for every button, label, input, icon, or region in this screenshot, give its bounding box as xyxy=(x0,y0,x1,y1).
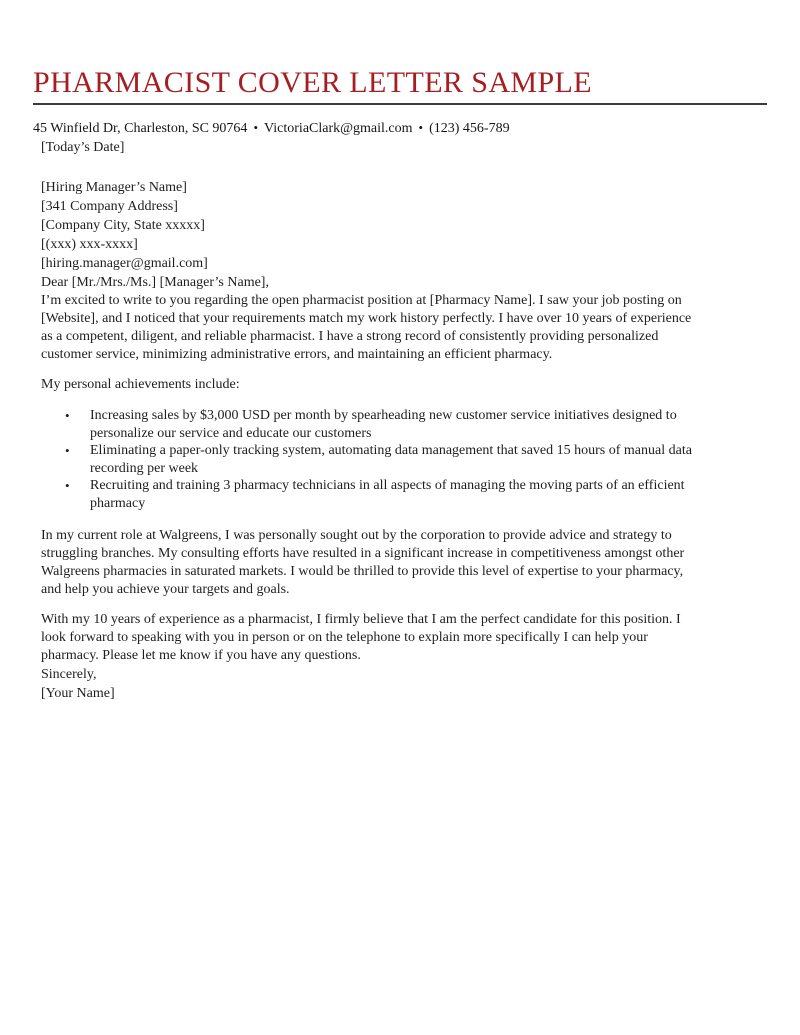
closing-paragraph: With my 10 years of experience as a pharmacist, I firmly believe that I am the perfect candidate for this position. I look forward to speaking with you in person or on the telephone to explain more specifically I can help your pharmacy. Please let me know if you have any questions. xyxy=(41,612,681,663)
achievements-lead: My personal achievements include: xyxy=(41,377,240,392)
signature-placeholder: [Your Name] xyxy=(41,686,115,701)
header-divider xyxy=(33,103,767,105)
salutation: Dear [Mr./Mrs./Ms.] [Manager’s Name], xyxy=(41,275,269,290)
contact-line xyxy=(33,118,767,138)
recipient-line: [Company City, State xxxxx] xyxy=(41,218,205,233)
current-role-paragraph: In my current role at Walgreens, I was personally sought out by the corporation to provide advice and strategy to struggling branches. My consulting efforts have resulted in a significant increase in competitiveness amongst other Walgreens pharmacies in saturated markets. I would be thrilled to provide this level of expertise to your pharmacy, and help you achieve your targets and goals. xyxy=(41,528,685,597)
contact-address: 45 Winfield Dr, Charleston, SC 90764 xyxy=(33,121,248,136)
intro-paragraph: I’m excited to write to you regarding the open pharmacist position at [Pharmacy Name]. I saw your job posting on [Website], and I noticed that your requirements match my work history perfectly. I have over 10 years of experience as a competent, diligent, and reliable pharmacist. I have a strong record of consistently providing personalized customer service, minimizing administrative errors, and maintaining an efficient pharmacy. xyxy=(41,293,692,362)
recipient-line: [hiring.manager@gmail.com] xyxy=(41,256,208,271)
contact-separator-icon: • xyxy=(418,120,424,135)
contact-separator-icon: • xyxy=(253,120,258,135)
achievement-item: • Recruiting and training 3 pharmacy technicians in all aspects of managing the moving parts of an efficient pharmacy xyxy=(90,477,697,512)
achievements-list xyxy=(41,407,697,512)
contact-email: VictoriaClark@gmail.com xyxy=(264,121,413,136)
valediction: Sincerely, xyxy=(41,667,97,682)
date-placeholder: [Today’s Date] xyxy=(41,140,125,155)
contact-phone: (123) 456-789 xyxy=(429,121,510,136)
letter-header xyxy=(33,66,767,138)
achievement-item: • Increasing sales by $3,000 USD per month by spearheading new customer service initiatives designed to personalize our service and educate our customers xyxy=(90,407,697,442)
recipient-line: [Hiring Manager’s Name] xyxy=(41,180,187,195)
recipient-block xyxy=(41,178,697,273)
letter-body xyxy=(41,138,697,703)
achievement-item: • Eliminating a paper-only tracking system, automating data management that saved 15 hours of manual data recording per week xyxy=(90,442,697,477)
page-title: PHARMACIST COVER LETTER SAMPLE xyxy=(33,66,593,99)
recipient-line: [341 Company Address] xyxy=(41,199,178,214)
recipient-line: [(xxx) xxx-xxxx] xyxy=(41,237,138,252)
